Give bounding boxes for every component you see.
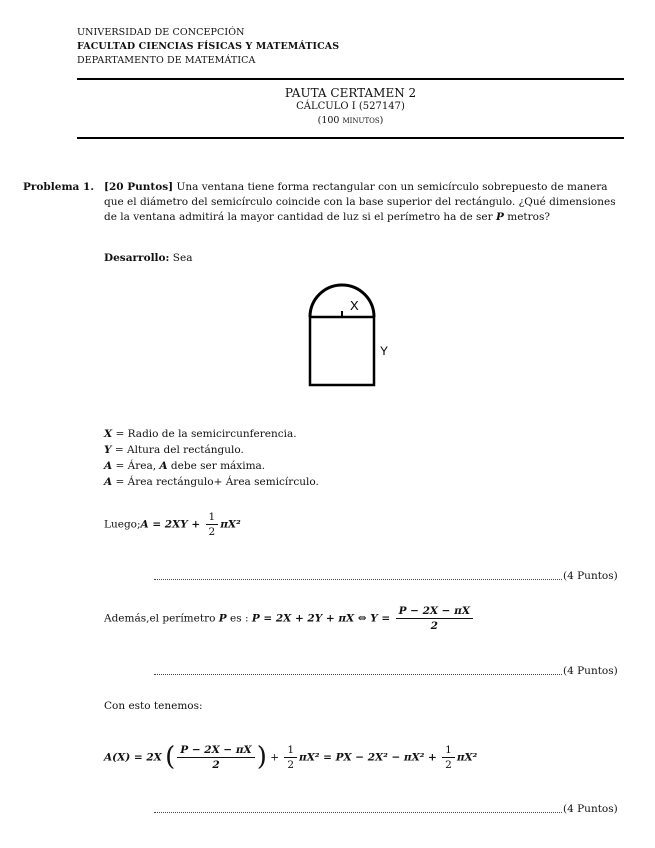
department-name: DEPARTAMENTO DE MATEMÁTICA [77,55,256,66]
duration: (100 minutos) [317,115,384,126]
problem-text-1: Una ventana tiene forma rectangular con un semicírculo sobrepuesto de manera [176,181,608,193]
development-label: Desarrollo: [104,252,170,264]
label-x: X [350,298,359,313]
doc-title: PAUTA CERTAMEN 2 [284,86,417,100]
perimeter-formula [104,604,475,633]
def-var: Y [104,444,112,456]
fraction-half [206,510,219,539]
paren-close: ) [256,742,267,772]
score-3: (4 Puntos) [563,803,618,815]
def-var: X [104,428,113,440]
dotted-leader-3 [154,804,562,813]
area-formula [104,510,241,539]
def-var: A [104,460,113,472]
def-text: Radio de la semicircunferencia. [127,428,297,440]
frac-num: P − 2X − πX [177,743,254,758]
definition-area-sum [104,475,319,490]
def-text: Altura del rectángulo. [127,444,244,456]
top-rule [77,78,624,80]
def-text: Área rectángulo+ Área semicírculo. [127,476,319,488]
frac-den: 2 [208,526,216,538]
window-figure [300,275,390,395]
step1-prefix: Luego; [104,518,141,531]
def-eq: = [114,444,124,456]
step1-formula-b: πX² [220,518,241,531]
fraction-main [177,743,254,772]
problem-text-3b: metros? [507,211,551,223]
frac-den: 2 [287,759,295,771]
perimeter-var: P [496,211,504,223]
def-eq: = [115,476,125,488]
frac-den: 2 [445,759,452,771]
step3-mid: πX² = PX − 2X² − πX² + [299,751,437,764]
step2-mid: es : [230,612,249,625]
step2-formula: P = 2X + 2Y + πX ⇔ Y = [251,612,391,625]
frac-den: 2 [212,759,220,771]
fraction-y [396,604,473,633]
step2-var: P [218,612,227,625]
development-intro: Sea [172,252,193,264]
definition-x [104,427,297,442]
step3-intro: Con esto tenemos: [104,700,203,712]
step1-formula-a: A = 2XY + [140,518,201,531]
frac-num: 1 [284,743,297,758]
problem-line-2: que el diámetro del semicírculo coincide con la base superior del rectángulo. ¿Qué dimensiones [104,196,616,208]
frac-num: 1 [206,510,219,525]
definition-area [104,459,265,474]
development-line [104,251,192,266]
def-var: A [159,460,168,472]
frac-num: P − 2X − πX [396,604,473,619]
frac-num: 1 [442,743,455,758]
def-var: A [104,476,113,488]
problem-line-3 [104,210,624,225]
university-name: UNIVERSIDAD DE CONCEPCIÓN [77,27,245,38]
dotted-leader-1 [154,571,562,580]
step3-end: πX² [456,751,478,764]
paren-open: ( [165,742,176,772]
label-y: Y [380,344,389,358]
problem-label: Problema 1. [23,181,94,193]
faculty-name: FACULTAD CIENCIAS FÍSICAS Y MATEMÁTICAS [77,41,340,52]
bottom-rule [77,137,624,139]
rectangle [310,317,374,385]
fraction-half-b [442,743,455,772]
def-text: debe ser máxima. [170,460,266,472]
problem-points: [20 Puntos] [104,181,174,193]
problem-line-1 [104,180,624,195]
frac-den: 2 [430,620,438,632]
fraction-half-a [284,743,297,772]
step3-lhs: A(X) = 2X [104,751,162,764]
step3-plus: + [270,751,280,764]
definition-y [104,443,244,458]
problem-text-3a: de la ventana admitirá la mayor cantidad de luz si el perímetro ha de ser [104,211,493,223]
def-text: Área, [127,460,157,472]
def-eq: = [115,428,125,440]
def-eq: = [115,460,125,472]
course-name: CÁLCULO I (527147) [296,101,405,112]
area-function-formula [104,743,477,772]
step2-prefix: Además,el perímetro [104,612,216,625]
score-2: (4 Puntos) [563,665,618,677]
dotted-leader-2 [154,666,562,675]
score-1: (4 Puntos) [563,570,618,582]
